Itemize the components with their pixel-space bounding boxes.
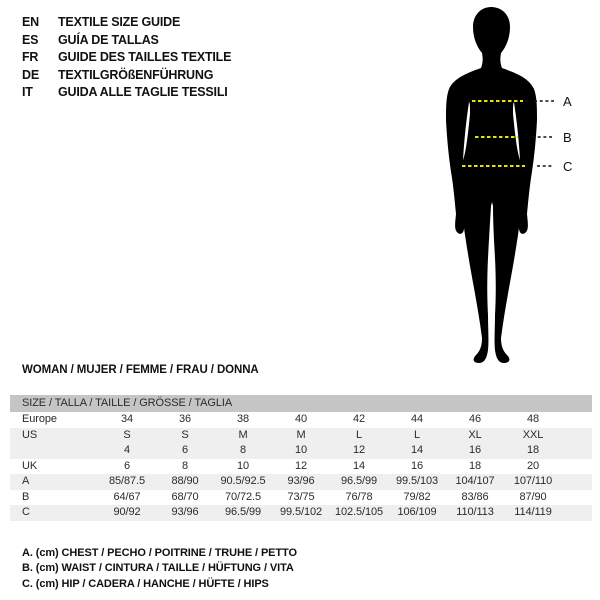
row-label xyxy=(10,443,98,459)
size-cell: 76/78 xyxy=(345,490,373,503)
row-spacer xyxy=(562,443,592,459)
size-cell: 90.5/92.5 xyxy=(220,475,266,487)
language-row xyxy=(22,49,231,67)
row-spacer xyxy=(562,459,592,475)
size-cell: 4 xyxy=(123,444,131,456)
size-cell: 93/96 xyxy=(287,475,315,487)
section-title-woman: WOMAN / MUJER / FEMME / FRAU / DONNA xyxy=(22,364,259,376)
legend-item-a: A. (cm) CHEST / PECHO / POITRINE / TRUHE / PETTO xyxy=(22,547,297,559)
language-code: FR xyxy=(22,50,39,64)
row-spacer xyxy=(562,412,592,428)
size-cell: 8 xyxy=(181,459,189,472)
size-cell: 93/96 xyxy=(171,506,199,518)
size-cell: 46 xyxy=(468,413,482,425)
size-cell: 96.5/99 xyxy=(340,475,377,487)
measurement-legend xyxy=(22,546,297,592)
size-cell: 40 xyxy=(294,413,308,425)
size-cell: L xyxy=(413,428,421,441)
language-code: DE xyxy=(22,67,39,82)
size-cell: M xyxy=(296,428,306,441)
language-guide-title: GUIDA ALLE TAGLIE TESSILI xyxy=(58,85,228,99)
size-cell: 8 xyxy=(239,444,247,456)
size-cell: 44 xyxy=(410,413,424,425)
row-spacer xyxy=(562,505,592,521)
row-spacer xyxy=(562,428,592,444)
size-cell: 38 xyxy=(236,413,250,425)
size-cell: 16 xyxy=(468,444,482,456)
size-cell: 85/87.5 xyxy=(108,475,145,487)
language-row xyxy=(22,32,231,50)
legend-item-b: B. (cm) WAIST / CINTURA / TAILLE / HÜFTUNG / VITA xyxy=(22,562,294,575)
size-cell: 14 xyxy=(410,444,424,456)
row-label: US xyxy=(22,428,38,441)
size-cell: 110/113 xyxy=(456,506,494,518)
table-header: SIZE / TALLA / TAILLE / GRÖSSE / TAGLIA xyxy=(10,395,592,412)
row-label: B xyxy=(22,490,30,503)
size-cell: 99.5/103 xyxy=(395,475,439,487)
language-code: ES xyxy=(22,32,39,47)
size-cell: 99.5/102 xyxy=(279,506,323,518)
size-cell: 102.5/105 xyxy=(334,506,384,518)
language-code: IT xyxy=(22,85,33,99)
language-list xyxy=(22,14,231,102)
size-cell: 6 xyxy=(181,444,189,456)
woman-silhouette xyxy=(446,7,537,363)
size-cell: M xyxy=(238,428,248,441)
language-guide-title: TEXTILGRÖßENFÜHRUNG xyxy=(58,67,214,82)
size-cell: 16 xyxy=(410,459,424,472)
size-cell: 18 xyxy=(526,444,540,456)
language-row xyxy=(22,84,231,102)
size-cell: 68/70 xyxy=(171,490,199,503)
table-row xyxy=(10,505,592,521)
table-row xyxy=(10,443,592,459)
size-cell: XL xyxy=(468,428,482,441)
table-row xyxy=(10,412,592,428)
size-cell: 107/110 xyxy=(513,475,553,487)
size-cell: XXL xyxy=(522,428,544,441)
measurement-label-a: A xyxy=(563,94,572,109)
size-cell: 96.5/99 xyxy=(224,506,261,518)
size-cell: 73/75 xyxy=(287,490,315,503)
size-table xyxy=(10,395,592,521)
size-cell: 12 xyxy=(294,459,308,472)
size-cell: 70/72.5 xyxy=(224,490,261,503)
table-row xyxy=(10,490,592,506)
row-label: Europe xyxy=(22,413,57,425)
size-cell: 42 xyxy=(352,413,366,425)
language-guide-title: GUÍA DE TALLAS xyxy=(58,32,159,47)
size-cell: 6 xyxy=(123,459,131,472)
size-cell: 10 xyxy=(236,459,250,472)
language-row xyxy=(22,67,231,85)
size-cell: 14 xyxy=(352,459,366,472)
size-cell: 87/90 xyxy=(519,490,547,503)
size-cell: 34 xyxy=(120,413,134,425)
language-guide-title: TEXTILE SIZE GUIDE xyxy=(58,15,181,29)
size-cell: 88/90 xyxy=(171,475,199,487)
size-cell: 90/92 xyxy=(113,506,141,518)
size-cell: S xyxy=(181,428,189,441)
size-cell: 83/86 xyxy=(461,490,489,503)
size-cell: 36 xyxy=(178,413,192,425)
legend-item-c: C. (cm) HIP / CADERA / HANCHE / HÜFTE / HIPS xyxy=(22,577,269,590)
size-cell: 48 xyxy=(526,413,540,425)
size-cell: 106/109 xyxy=(397,506,437,518)
size-cell: 10 xyxy=(294,444,308,456)
measurement-label-c: C xyxy=(563,159,573,174)
row-label: C xyxy=(22,506,30,518)
size-cell: 114/119 xyxy=(514,506,552,518)
woman-silhouette-figure xyxy=(430,0,600,370)
size-cell: 20 xyxy=(526,459,540,472)
table-row xyxy=(10,474,592,490)
row-label: A xyxy=(22,475,30,487)
language-code: EN xyxy=(22,15,39,29)
size-cell: 104/107 xyxy=(455,475,495,487)
row-spacer xyxy=(562,474,592,490)
size-cell: S xyxy=(123,428,131,441)
size-cell: L xyxy=(355,428,363,441)
row-spacer xyxy=(562,490,592,506)
language-row xyxy=(22,14,231,32)
size-cell: 64/67 xyxy=(113,490,141,503)
measurement-label-b: B xyxy=(563,130,572,145)
size-cell: 18 xyxy=(468,459,482,472)
table-row xyxy=(10,459,592,475)
size-cell: 12 xyxy=(352,444,366,456)
size-cell: 79/82 xyxy=(403,490,431,503)
row-label: UK xyxy=(22,459,38,472)
language-guide-title: GUIDE DES TAILLES TEXTILE xyxy=(58,50,232,64)
table-row xyxy=(10,428,592,444)
